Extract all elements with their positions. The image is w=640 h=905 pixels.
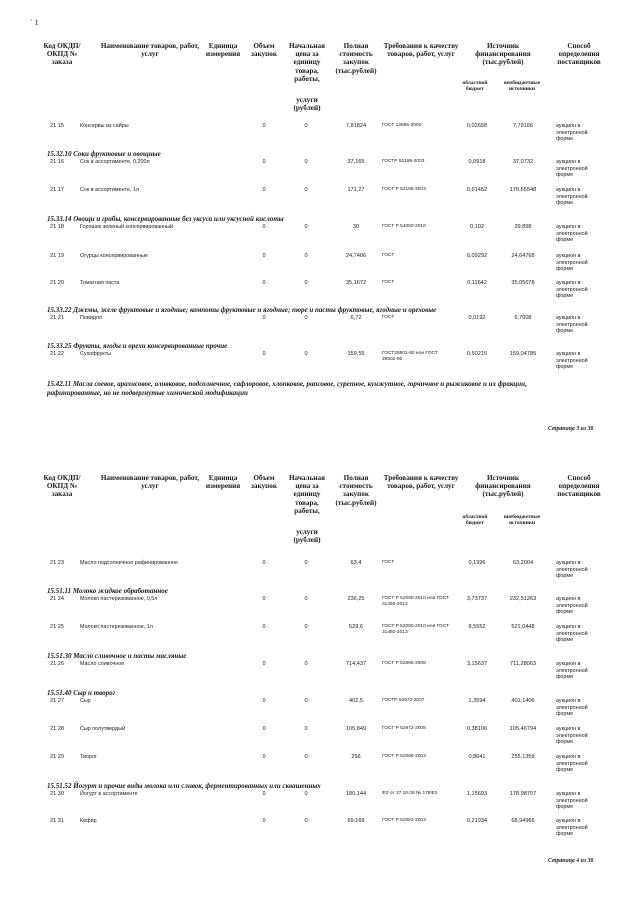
row-regional: 3,15637 (466, 661, 488, 667)
row-requirements: ГОСТ (382, 253, 395, 258)
group-heading: 15.42.11 Масла соевое, арахисовое, оливковое, подсолнечное, сафлоровое, хлопковое, рапсовое, сурепное, кунжутное, горчичное и рыжиковое и их фракции, рафинированные, но не подвергнутые химической модификации (47, 380, 527, 397)
row-code: 21 25 (50, 624, 64, 630)
row-price: 0 (304, 315, 308, 321)
document-page-4 (0, 450, 640, 905)
header-source-regional: областной бюджет (462, 514, 488, 527)
row-name: Масло сливочное (80, 661, 125, 667)
row-regional: 0,102 (470, 224, 484, 230)
row-extra: 105,46794 (509, 726, 537, 732)
row-regional: 1,3594 (468, 698, 486, 704)
row-regional: 0,11642 (467, 280, 487, 286)
row-requirements: ФЗ от 27.10.08 № 178ФЗ (382, 791, 438, 796)
row-regional: 8,5552 (468, 624, 486, 630)
row-code: 21 19 (50, 253, 64, 259)
row-code: 21 17 (50, 187, 64, 193)
header-source-regional: областной бюджет (462, 80, 488, 93)
row-name: Молоко пастеризованное, 0,5л (80, 596, 158, 602)
row-total: 30 (352, 224, 360, 230)
header-start-price-tail: услуги (рублей) (293, 528, 321, 545)
group-heading: 15.51.30 Масло сливочное и пасты масляные (47, 652, 187, 660)
row-regional: 3,73737 (466, 596, 488, 602)
row-extra: 401,1406 (511, 698, 535, 704)
row-total: 63,4 (350, 560, 362, 566)
row-method: аукцион в электронной форме (556, 698, 588, 718)
row-regional: 0,1996 (468, 560, 486, 566)
row-code: 21 18 (50, 224, 64, 230)
header-source: Источник финансирования (тыс.рублей) (475, 42, 531, 67)
header-total-cost: Полная стоимость закупок (тыс.рублей) (335, 474, 377, 507)
row-regional: 0,02658 (466, 123, 488, 129)
row-extra: 68,94966 (511, 818, 535, 824)
row-volume: 0 (262, 818, 266, 824)
row-extra: 63,2004 (512, 560, 534, 566)
row-code: 21 28 (50, 726, 64, 732)
group-heading: 15.32.10 Соки фруктовые и овощные (47, 150, 161, 158)
row-code: 21 22 (50, 351, 64, 357)
header-start-price: Начальная цена за единицу товара, работы, (288, 42, 326, 83)
document-page-3 (0, 0, 640, 450)
header-requirements: Требования к качеству товаров, работ, услуг (383, 474, 459, 491)
header-unit: Единица измерения (205, 42, 241, 59)
row-price: 0 (304, 123, 308, 129)
header-volume: Объем закупок (251, 42, 277, 59)
row-name: Сок в ассортименте, 1л (80, 187, 140, 193)
row-name: Повидло (80, 315, 103, 321)
row-method: аукцион в электронной форме (556, 818, 588, 838)
row-price: 0 (304, 224, 308, 230)
row-code: 21 24 (50, 596, 64, 602)
page-footer: Страница 3 из 38 (548, 426, 594, 432)
row-price: 0 (304, 754, 308, 760)
row-volume: 0 (262, 726, 266, 732)
row-extra: 170,65548 (509, 187, 537, 193)
row-requirements: ГОСТ (382, 315, 395, 320)
row-name: Сухофрукты (80, 351, 112, 357)
row-code: 21 21 (50, 315, 64, 321)
row-requirements: ГОСТ Р 52090-2010 или ГОСТ 31450-2013 (382, 624, 449, 635)
row-method: аукцион в электронной форме (556, 280, 588, 300)
header-source-extra: внебюджетные источники (503, 514, 541, 527)
row-name: Консервы из сайры (80, 123, 129, 129)
row-volume: 0 (262, 754, 266, 760)
row-volume: 0 (262, 560, 266, 566)
row-extra: 29,898 (514, 224, 532, 230)
row-extra: 7,79166 (512, 123, 534, 129)
row-price: 0 (304, 624, 308, 630)
row-volume: 0 (262, 624, 266, 630)
row-volume: 0 (262, 123, 266, 129)
row-requirements: ГОСТ Р 52096-2003 (382, 754, 426, 759)
row-extra: 37,0732 (512, 159, 534, 165)
row-regional: 1,15693 (466, 791, 488, 797)
row-extra: 6,7008 (514, 315, 532, 321)
corner-mark: ` 1 (30, 18, 39, 27)
group-heading: 15.33.25 Фрукты, ягоды и орехи консервированные прочие (47, 342, 228, 350)
row-requirements: ГОСТ (382, 280, 395, 285)
row-name: Масло подсолнечное рафинированное (80, 560, 178, 566)
row-total: 180,144 (345, 791, 367, 797)
row-code: 21 27 (50, 698, 64, 704)
row-method: аукцион в электронной форме (556, 560, 588, 580)
row-code: 21 26 (50, 661, 64, 667)
row-price: 0 (304, 560, 308, 566)
row-requirements: ГОСТ Р 52093-2003 (382, 818, 426, 823)
page-footer: Страница 4 из 38 (548, 858, 594, 864)
row-extra: 521,0448 (511, 624, 535, 630)
row-method: аукцион в электронной форме (556, 661, 588, 681)
row-extra: 255,1359 (511, 754, 535, 760)
row-extra: 711,28063 (509, 661, 537, 667)
row-code: 21 29 (50, 754, 64, 760)
row-name: Огурцы консервированные (80, 253, 148, 259)
row-total: 529,6 (349, 624, 363, 630)
header-requirements: Требования к качеству товаров, работ, услуг (383, 42, 459, 59)
row-volume: 0 (262, 661, 266, 667)
row-price: 0 (304, 661, 308, 667)
header-code: Код ОКДП/ ОКПД № заказа (43, 42, 81, 67)
row-method: аукцион в электронной форме (556, 596, 588, 616)
row-price: 0 (304, 159, 308, 165)
row-total: 256 (351, 754, 361, 760)
row-regional: 0,0192 (468, 315, 486, 321)
row-extra: 159,04785 (509, 351, 537, 357)
row-method: аукцион в электронной форме (556, 791, 588, 811)
row-regional: 0,0918 (468, 159, 486, 165)
row-name: Молоко пастеризованное, 1л (80, 624, 153, 630)
group-heading: 15.33.14 Овощи и грибы, консервированные без уксуса или уксусной кислоты (47, 215, 284, 223)
row-price: 0 (304, 187, 308, 193)
row-method: аукцион в электронной форме (556, 187, 588, 207)
header-method: Способ определения поставщиков (557, 42, 601, 67)
header-unit: Единица измерения (205, 474, 241, 491)
row-regional: 0,8641 (468, 754, 486, 760)
row-name: Томатная паста (80, 280, 120, 286)
row-regional: 0,50215 (466, 351, 488, 357)
row-name: Кефир (80, 818, 97, 824)
header-name: Наименование товаров, работ, услуг (100, 474, 200, 491)
row-price: 0 (304, 280, 308, 286)
row-code: 21 30 (50, 791, 64, 797)
row-regional: 0,21934 (466, 818, 488, 824)
row-volume: 0 (262, 596, 266, 602)
row-volume: 0 (262, 187, 266, 193)
row-name: Творог (80, 754, 97, 760)
row-name: Горошек зеленый консервированный (80, 224, 174, 230)
row-method: аукцион в электронной форме (556, 754, 588, 774)
row-total: 714,437 (345, 661, 367, 667)
row-volume: 0 (262, 315, 266, 321)
row-extra: 24,64768 (511, 253, 535, 259)
row-method: аукцион в электронной форме (556, 224, 588, 244)
row-requirements: ГОСТ Р 52186-2003 (382, 187, 426, 192)
row-total: 105,849 (345, 726, 367, 732)
row-requirements: ГОСТР 52972-2007 (382, 698, 425, 703)
row-code: 21 15 (50, 123, 64, 129)
row-volume: 0 (262, 280, 266, 286)
header-source: Источник финансирования (тыс.рублей) (475, 474, 531, 499)
row-requirements: ГОСТ Р 52696-2008 (382, 661, 426, 666)
row-requirements: ГОСТ (382, 560, 395, 565)
header-total-cost: Полная стоимость закупок (тыс.рублей) (335, 42, 377, 75)
group-heading: 15.51.11 Молоко жидкое обработанное (47, 587, 168, 595)
row-code: 21 16 (50, 159, 64, 165)
row-method: аукцион в электронной форме (556, 726, 588, 746)
row-requirements: ГОСТ28501-90 или ГОСТ 28502-90 (382, 351, 438, 362)
row-total: 159,55 (347, 351, 365, 357)
row-price: 0 (304, 726, 308, 732)
row-code: 21 31 (50, 818, 64, 824)
row-name: Сыр (80, 698, 91, 704)
header-start-price-tail: услуги (рублей) (293, 96, 321, 113)
row-method: аукцион в электронной форме (556, 253, 588, 273)
row-total: 35,1672 (345, 280, 367, 286)
row-volume: 0 (262, 351, 266, 357)
row-method: аукцион в электронной форме (556, 624, 588, 644)
row-code: 21 23 (50, 560, 64, 566)
group-heading: 15.51.52 Йогурт и прочие виды молока или сливок, ферментированных или сквашенных (47, 782, 321, 790)
row-volume: 0 (262, 698, 266, 704)
row-regional: 0,61452 (466, 187, 488, 193)
row-requirements: ГОСТР 52186-2003 (382, 159, 425, 164)
row-price: 0 (304, 253, 308, 259)
row-price: 0 (304, 818, 308, 824)
row-total: 24,7406 (345, 253, 367, 259)
row-price: 0 (304, 698, 308, 704)
row-extra: 35,05078 (511, 280, 535, 286)
header-start-price: Начальная цена за единицу товара, работы, (288, 474, 326, 515)
row-requirements: ГОСТ Р 52090-2010 или ГОСТ 31450-2013 (382, 596, 449, 607)
row-requirements: ГОСТ Р 54050-2010 (382, 224, 426, 229)
row-name: Сок в ассортименте, 0,200л (80, 159, 150, 165)
row-total: 171,27 (347, 187, 365, 193)
header-name: Наименование товаров, работ, услуг (100, 42, 200, 59)
row-price: 0 (304, 596, 308, 602)
header-source-extra: внебюджетные источники (503, 80, 541, 93)
row-method: аукцион в электронной форме (556, 351, 588, 371)
row-total: 402,5 (349, 698, 363, 704)
row-price: 0 (304, 351, 308, 357)
row-code: 21 20 (50, 280, 64, 286)
row-regional: 0,38106 (466, 726, 488, 732)
row-name: Йогурт в ассортименте (80, 791, 138, 797)
row-total: 37,165 (347, 159, 365, 165)
row-price: 0 (304, 791, 308, 797)
row-requirements: ГОСТ 13865-2000 (382, 123, 422, 128)
row-volume: 0 (262, 791, 266, 797)
row-method: аукцион в электронной форме (556, 123, 588, 143)
row-extra: 178,98707 (509, 791, 537, 797)
row-volume: 0 (262, 253, 266, 259)
row-requirements: ГОСТ Р 52972-2008 (382, 726, 426, 731)
group-heading: 15.51.40 Сыр и творог (47, 689, 116, 697)
row-total: 69,169 (347, 818, 365, 824)
row-method: аукцион в электронной форме (556, 159, 588, 179)
group-heading: 15.33.22 Джемы, желе фруктовые и ягодные; компоты фруктовые и ягодные; пюре и пасты фруктовые, ягодные и ореховые (47, 306, 437, 314)
row-volume: 0 (262, 224, 266, 230)
row-method: аукцион в электронной форме (556, 315, 588, 335)
row-total: 236,25 (347, 596, 365, 602)
header-code: Код ОКДП/ ОКПД № заказа (43, 474, 81, 499)
row-volume: 0 (262, 159, 266, 165)
header-volume: Объем закупок (251, 474, 277, 491)
row-name: Сыр полутвердый (80, 726, 126, 732)
row-total: 6,72 (350, 315, 362, 321)
row-total: 7,81824 (345, 123, 367, 129)
row-regional: 0,09292 (466, 253, 488, 259)
row-extra: 232,51263 (509, 596, 537, 602)
header-method: Способ определения поставщиков (557, 474, 601, 499)
